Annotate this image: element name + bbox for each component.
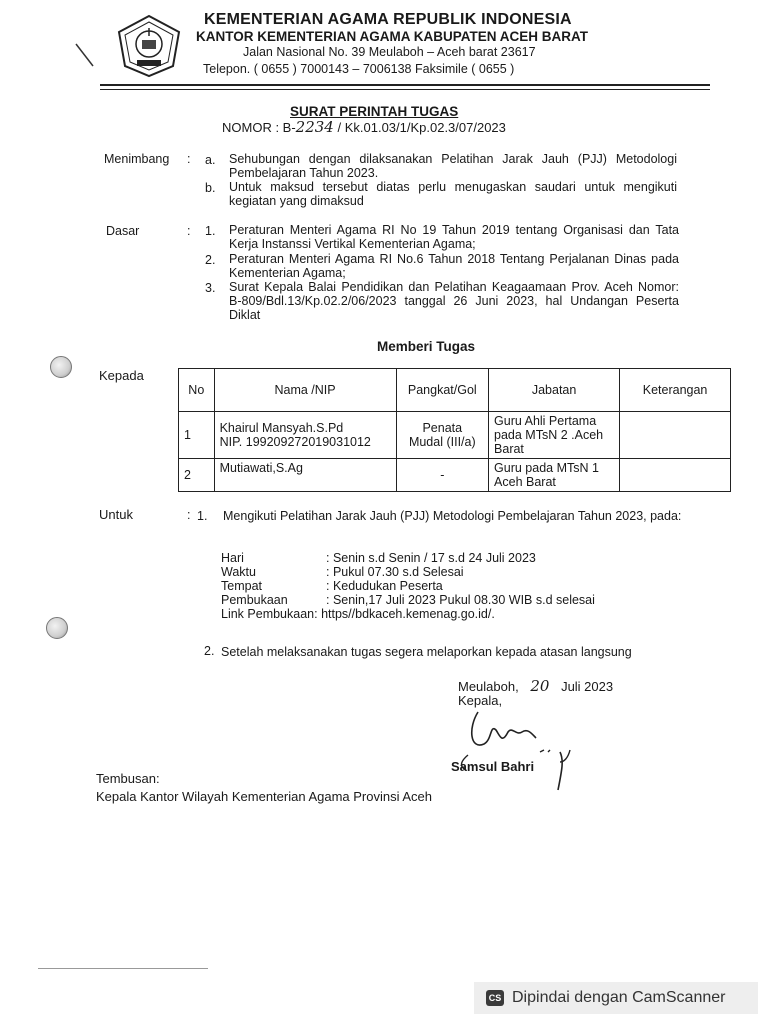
col-jabatan: Jabatan [489, 369, 620, 412]
event-details [221, 551, 595, 621]
table-row [179, 412, 731, 459]
col-no: No [179, 369, 215, 412]
sign-role: Kepala, [458, 693, 503, 708]
tembusan-text: Kepala Kantor Wilayah Kementerian Agama Provinsi Aceh [96, 789, 433, 804]
detail-row [221, 607, 595, 621]
detail-key: Pembukaan [221, 593, 288, 607]
cell-nama [214, 459, 396, 492]
detail-key: Tempat [221, 579, 262, 593]
sign-day: 20 [530, 677, 550, 695]
menimbang-text-b: Untuk maksud tersebut diatas perlu menugaskan saudari untuk mengikuti kegiatan yang dimaksud [229, 180, 677, 208]
cell-jabatan: Guru Ahli Pertama pada MTsN 2 .Aceh Barat [489, 412, 620, 459]
untuk-text-2: Setelah melaksanakan tugas segera melaporkan kepada atasan langsung [221, 645, 632, 659]
header-line-3: Jalan Nasional No. 39 Meulaboh – Aceh barat 23617 [243, 45, 536, 59]
pangkat-text: Penata [422, 421, 463, 435]
nip-text: NIP. 199209272019031012 [219, 435, 371, 449]
menimbang-mark-a: a. [205, 153, 216, 167]
menimbang-mark-b: b. [205, 181, 216, 195]
detail-row [221, 565, 595, 579]
gol-text: Mudal (III/a) [408, 435, 476, 449]
header-line-4: Telepon. ( 0655 ) 7000143 – 7006138 Faksimile ( 0655 ) [203, 62, 515, 76]
cell-keterangan [620, 459, 731, 492]
pen-mark [74, 42, 96, 73]
letter-title: SURAT PERINTAH TUGAS [290, 104, 459, 119]
camscanner-watermark [474, 982, 758, 1014]
camscanner-icon: CS [486, 990, 504, 1006]
memberi-tugas-heading: Memberi Tugas [377, 339, 476, 354]
dasar-mark-3: 3. [205, 281, 216, 295]
dasar-text-1: Peraturan Menteri Agama RI No 19 Tahun 2019 tentang Organisasi dan Tata Kerja Instanssi Vertikal Kementerian Agama; [229, 223, 679, 251]
detail-key: Link Pembukaan [221, 607, 315, 621]
menimbang-label: Menimbang [104, 152, 170, 166]
col-nama: Nama /NIP [214, 369, 396, 412]
cell-no: 2 [179, 459, 215, 492]
sign-place: Meulaboh, [458, 679, 519, 694]
cell-nama [214, 412, 396, 459]
header-rule-thin [100, 89, 710, 90]
nomor-prefix: NOMOR : B- [222, 120, 296, 135]
assignee-table [178, 368, 731, 492]
nomor-suffix: / Kk.01.03/1/Kp.02.3/07/2023 [337, 120, 506, 135]
camscanner-text: Dipindai dengan CamScanner [512, 989, 726, 1006]
col-keterangan: Keterangan [620, 369, 731, 412]
detail-value: : Senin s.d Senin / 17 s.d 24 Juli 2023 [326, 551, 536, 565]
detail-value: : Senin,17 Juli 2023 Pukul 08.30 WIB s.d selesai [326, 593, 595, 607]
dasar-mark-1: 1. [205, 224, 216, 238]
nama-text: Khairul Mansyah.S.Pd [219, 421, 344, 435]
cell-no: 1 [179, 412, 215, 459]
detail-value: : Pukul 07.30 s.d Selesai [326, 565, 464, 579]
menimbang-text-a: Sehubungan dengan dilaksanakan Pelatihan Jarak Jauh (PJJ) Metodologi Pembelajaran Tahun 2023. [229, 152, 677, 180]
punch-hole-top [50, 356, 72, 378]
cell-pangkat [396, 412, 489, 459]
untuk-label: Untuk [99, 507, 133, 522]
untuk-colon: : [187, 508, 191, 522]
dasar-mark-2: 2. [205, 253, 216, 267]
detail-value: : Kedudukan Peserta [326, 579, 443, 593]
nama-text: Mutiawati,S.Ag [219, 461, 303, 475]
detail-row [221, 551, 595, 565]
scan-edge-line [38, 968, 208, 969]
punch-hole-bottom [46, 617, 68, 639]
cell-keterangan [620, 412, 731, 459]
letter-number [222, 120, 506, 135]
header-rule-thick [100, 84, 710, 86]
detail-row [221, 579, 595, 593]
untuk-mark-2: 2. [204, 644, 215, 658]
dasar-label: Dasar [106, 224, 140, 238]
kepada-label: Kepada [99, 368, 144, 383]
untuk-text-1: Mengikuti Pelatihan Jarak Jauh (PJJ) Metodologi Pembelajaran Tahun 2023, pada: [223, 509, 682, 523]
cell-jabatan: Guru pada MTsN 1 Aceh Barat [489, 459, 620, 492]
detail-value: : https//bdkaceh.kemenag.go.id/. [314, 607, 495, 621]
header-line-2: KANTOR KEMENTERIAN AGAMA KABUPATEN ACEH BARAT [196, 29, 588, 44]
detail-row [221, 593, 595, 607]
tembusan-label: Tembusan: [96, 771, 160, 786]
signature-scribble [440, 700, 580, 800]
detail-key: Waktu [221, 565, 256, 579]
nomor-handwritten: 2234 [295, 118, 334, 136]
col-pangkat: Pangkat/Gol [396, 369, 489, 412]
dasar-text-3: Surat Kepala Balai Pendidikan dan Pelatihan Keagaamaan Prov. Aceh Nomor: B-809/Bdl.13/Kp.02.2/06/2023 tanggal 26 Juni 2023, hal Undangan Peserta Diklat [229, 280, 679, 322]
detail-key: Hari [221, 551, 244, 565]
dasar-text-2: Peraturan Menteri Agama RI No.6 Tahun 2018 Tentang Perjalanan Dinas pada Kementerian Agama; [229, 252, 679, 280]
untuk-mark-1: 1. [197, 509, 208, 523]
pangkat-text: - [440, 468, 445, 482]
menimbang-colon: : [187, 152, 191, 166]
table-row [179, 459, 731, 492]
table-header-row [179, 369, 731, 412]
signer-name: Samsul Bahri [451, 759, 535, 774]
dasar-colon: : [187, 224, 191, 238]
header-line-1: KEMENTERIAN AGAMA REPUBLIK INDONESIA [204, 11, 572, 28]
ministry-logo [115, 14, 183, 83]
sign-month-year: Juli 2023 [561, 679, 614, 694]
cell-pangkat [396, 459, 489, 492]
